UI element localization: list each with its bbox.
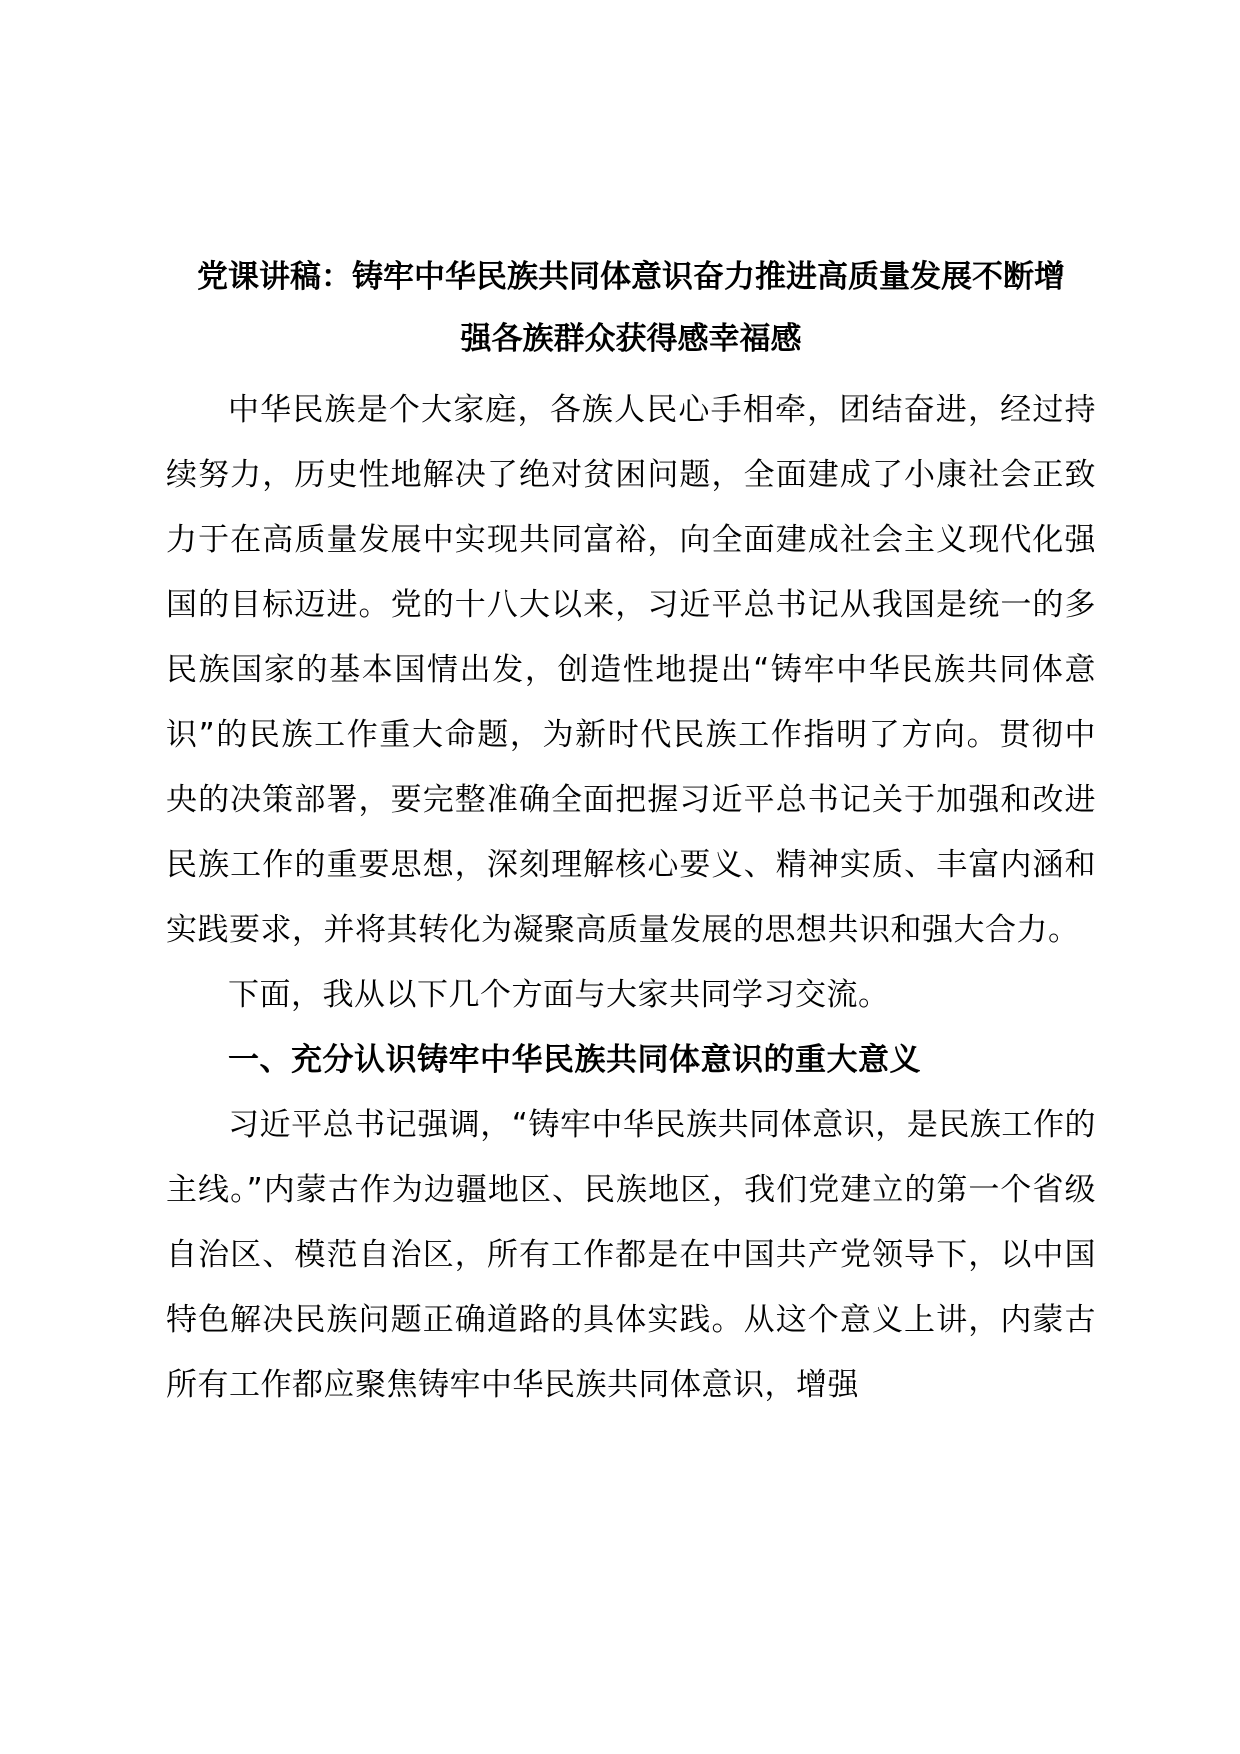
intro-paragraph: 中华民族是个大家庭，各族人民心手相牵，团结奋进，经过持续努力，历史性地解决了绝对贫困问题，全面建成了小康社会正致力于在高质量发展中实现共同富裕，向全面建成社会主义现代化强国的目标迈进。党的十八大以来，习近平总书记从我国是统一的多民族国家的基本国情出发，创造性地提出“铸牢中华民族共同体意识”的民族工作重大命题，为新时代民族工作指明了方向。贯彻中央的决策部署，要完整准确全面把握习近平总书记关于加强和改进民族工作的重要思想，深刻理解核心要义、精神实质、丰富内涵和实践要求，并将其转化为凝聚高质量发展的思想共识和强大合力。 <box>166 392 1096 948</box>
document-body <box>166 246 1096 1418</box>
transition-paragraph: 下面，我从以下几个方面与大家共同学习交流。 <box>228 977 890 1013</box>
document-title <box>166 246 1096 370</box>
section-heading-1: 一、充分认识铸牢中华民族共同体意识的重大意义 <box>228 1042 921 1078</box>
title-line-1: 党课讲稿：铸牢中华民族共同体意识奋力推进高质量发展不断增 <box>197 259 1065 295</box>
section-1-paragraph: 习近平总书记强调，“铸牢中华民族共同体意识，是民族工作的主线。”内蒙古作为边疆地区、民族地区，我们党建立的第一个省级自治区、模范自治区，所有工作都是在中国共产党领导下，以中国特色解决民族问题正确道路的具体实践。从这个意义上讲，内蒙古所有工作都应聚焦铸牢中华民族共同体意识，增强 <box>166 1107 1096 1403</box>
title-line-2: 强各族群众获得感幸福感 <box>460 321 802 357</box>
